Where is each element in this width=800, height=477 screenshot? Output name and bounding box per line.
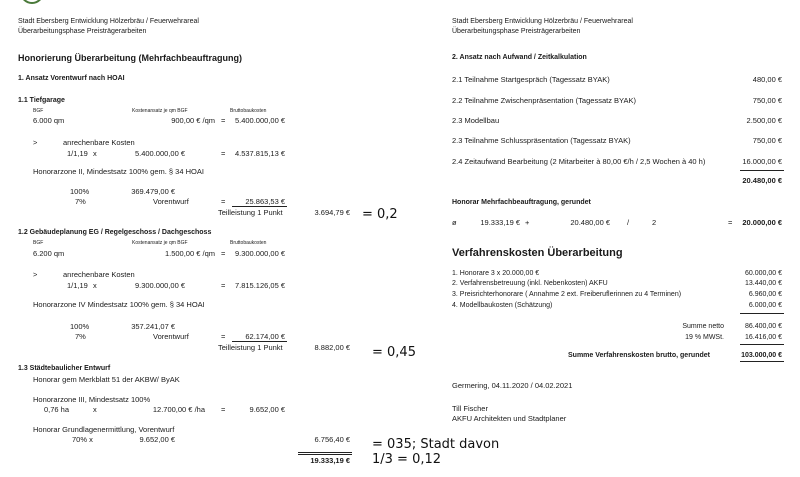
s12-col-bgf: BGF: [33, 240, 44, 246]
mehrfach-n: 2: [652, 218, 657, 227]
left-header-line2: Überarbeitungsphase Preisträgerarbeiten: [18, 28, 147, 35]
signer-org: AKFU Architekten und Stadtplaner: [452, 414, 567, 423]
s2-item-3-label: 2.3 Modellbau: [452, 116, 500, 125]
s11-p7-label: Vorentwurf: [153, 197, 189, 206]
mehrfach-total: 20.000,00 €: [742, 218, 782, 227]
left-title: Honorierung Überarbeitung (Mehrfachbeauftragung): [18, 53, 243, 63]
mehrfach-title: Honorar Mehrfachbeauftragung, gerundet: [452, 199, 591, 206]
netto-val: 86.400,00 €: [745, 323, 782, 330]
s12-total: 9.300.000,00 €: [234, 249, 285, 258]
s12-teil-val: 8.882,00 €: [314, 343, 350, 352]
s11-eq3: =: [221, 197, 226, 206]
s11-col-brutto: Bruttobaukosten: [230, 108, 267, 114]
brutto-rule: [740, 344, 784, 345]
s11-col-ansatz: Kostenansatz je qm BGF: [132, 108, 188, 114]
s12-p100: 100%: [70, 322, 90, 331]
s12-col-brutto: Bruttobaukosten: [230, 240, 267, 246]
s11-x: x: [93, 149, 97, 158]
s13-val: 9.652,00 €: [249, 405, 285, 414]
s11-p100-val: 369.479,00 €: [131, 187, 175, 196]
s11-col-bgf: BGF: [33, 108, 44, 114]
s13-handnote2: 1/3 = 0,12: [372, 452, 442, 467]
section1-heading: 1. Ansatz Vorentwurf nach HOAI: [18, 75, 125, 82]
s12-qm: 6.200 qm: [33, 249, 65, 258]
logo-mark: [20, 0, 44, 4]
s2-item-1-value: 480,00 €: [752, 75, 782, 84]
s11-p7: 7%: [75, 197, 86, 206]
s12-p100-val: 357.241,07 €: [131, 322, 175, 331]
vk-title: Verfahrenskosten Überarbeitung: [452, 247, 623, 259]
s11-eq2: =: [221, 149, 226, 158]
mehrfach-plus: +: [525, 218, 530, 227]
place-date: Germering, 04.11.2020 / 04.02.2021: [452, 381, 573, 390]
s2-total: 20.480,00 €: [742, 176, 782, 185]
s13-rule-2: [298, 454, 352, 455]
s11-zone: Honorarzone II, Mindestsatz 100% gem. § 34 HOAI: [33, 167, 204, 176]
brutto-underline: [740, 361, 784, 362]
s12-p7-label: Vorentwurf: [153, 332, 189, 341]
s11-anr-label: anrechenbare Kosten: [63, 138, 135, 147]
s12-eq: =: [221, 249, 226, 258]
s13-p70-base: 9.652,00 €: [139, 435, 175, 444]
s11-p100: 100%: [70, 187, 90, 196]
s11-anr-prefix: >: [33, 138, 38, 147]
left-header-line1: Stadt Ebersberg Entwicklung Hölzerbräu / Feuerwehrareal: [18, 18, 199, 25]
vk-item-3-value: 6.960,00 €: [748, 291, 782, 298]
s13-zone: Honorarzone III, Mindestsatz 100%: [33, 395, 151, 404]
s12-col-ansatz: Kostenansatz je qm BGF: [132, 240, 188, 246]
s11-teil-val: 3.694,79 €: [314, 208, 350, 217]
mehrfach-sym: ø: [452, 218, 457, 227]
brutto-label: Summe Verfahrenskosten brutto, gerundet: [568, 352, 710, 359]
s13-eq: =: [221, 405, 226, 414]
mehrfach-eq: =: [728, 218, 733, 227]
s12-rule: [232, 341, 287, 342]
vk-item-2-value: 13.440,00 €: [745, 280, 782, 287]
mehrfach-b: 20.480,00 €: [570, 218, 610, 227]
s13-p70: 70% x: [72, 435, 93, 444]
s2-item-5-value: 16.000,00 €: [742, 157, 782, 166]
section2-heading: 2. Ansatz nach Aufwand / Zeitkalkulation: [452, 54, 587, 61]
right-header-line2: Überarbeitungsphase Preisträgerarbeiten: [452, 28, 581, 35]
s11-qm: 6.000 qm: [33, 116, 65, 125]
mwst-label: 19 % MWSt.: [685, 334, 724, 341]
signer-name: Till Fischer: [452, 404, 488, 413]
s2-rule: [740, 170, 784, 171]
s11-teil: Teilleistung 1 Punkt: [218, 208, 283, 217]
vk-item-1-label: 1. Honorare 3 x 20.000,00 €: [452, 270, 540, 277]
mwst-val: 16.416,00 €: [745, 334, 782, 341]
brutto-val: 103.000,00 €: [741, 352, 782, 359]
s11-anr-value: 4.537.815,13 €: [234, 149, 285, 158]
s13-rate: 12.700,00 € /ha: [152, 405, 205, 414]
s13-ha: 0,76 ha: [44, 405, 70, 414]
s11-p7-val: 25.863,53 €: [245, 197, 285, 206]
s11-frac: 1/1,19: [67, 149, 88, 158]
s12-base: 9.300.000,00 €: [134, 281, 185, 290]
s11-eq: =: [221, 116, 226, 125]
s11-handnote: = 0,2: [362, 207, 398, 222]
s12-p7-val: 62.174,00 €: [245, 332, 285, 341]
vk-item-2-label: 2. Verfahrensbetreuung (inkl. Nebenkosten) AKFU: [452, 280, 608, 287]
s13-merk: Honorar gem Merkblatt 51 der AKBW/ ByAK: [33, 375, 180, 384]
s11-rate: 900,00 € /qm: [171, 116, 215, 125]
s12-x: x: [93, 281, 97, 290]
s12-frac: 1/1,19: [67, 281, 88, 290]
s12-teil: Teilleistung 1 Punkt: [218, 343, 283, 352]
s12-anr-prefix: >: [33, 270, 38, 279]
s11-title: 1.1 Tiefgarage: [18, 97, 65, 104]
vk-item-4-value: 6.000,00 €: [748, 302, 782, 309]
s12-handnote: = 0,45: [372, 345, 416, 360]
vk-item-3-label: 3. Preisrichterhonorare ( Annahme 2 ext. Freiberuflerinnen zu 4 Terminen): [452, 291, 682, 298]
s12-title: 1.2 Gebäudeplanung EG / Regelgeschoss / Dachgeschoss: [18, 229, 212, 236]
s12-zone: Honorarzone IV Mindestsatz 100% gem. § 34 HOAI: [33, 300, 205, 309]
vk-rule: [740, 313, 784, 314]
netto-label: Summe netto: [682, 323, 724, 330]
right-header-line1: Stadt Ebersberg Entwicklung Hölzerbräu / Feuerwehrareal: [452, 18, 633, 25]
s12-rate: 1.500,00 € /qm: [164, 249, 215, 258]
s12-eq3: =: [221, 332, 226, 341]
s13-x: x: [93, 405, 97, 414]
s2-item-2-label: 2.2 Teilnahme Zwischenpräsentation (Tagessatz BYAK): [452, 96, 636, 105]
s13-handnote1: = 035; Stadt davon: [372, 437, 500, 452]
s11-base: 5.400.000,00 €: [134, 149, 185, 158]
s12-p7: 7%: [75, 332, 86, 341]
s13-p70-val: 6.756,40 €: [314, 435, 350, 444]
s2-item-4-value: 750,00 €: [752, 136, 782, 145]
s2-item-3-value: 2.500,00 €: [746, 116, 782, 125]
mehrfach-a: 19.333,19 €: [480, 218, 520, 227]
s13-grund: Honorar Grundlagenermittlung, Vorentwurf: [33, 425, 175, 434]
s12-anr-label: anrechenbare Kosten: [63, 270, 135, 279]
s2-item-2-value: 750,00 €: [752, 96, 782, 105]
s12-eq2: =: [221, 281, 226, 290]
s11-rule: [232, 206, 287, 207]
s12-anr-value: 7.815.126,05 €: [234, 281, 285, 290]
vk-item-4-label: 4. Modellbaukosten (Schätzung): [452, 302, 553, 309]
s11-total: 5.400.000,00 €: [234, 116, 285, 125]
s2-item-5-label: 2.4 Zeitaufwand Bearbeitung (2 Mitarbeiter à 80,00 €/h / 2,5 Wochen à 40 h): [452, 157, 706, 166]
s13-sum: 19.333,19 €: [310, 456, 350, 465]
mehrfach-div: /: [627, 218, 630, 227]
s2-item-1-label: 2.1 Teilnahme Startgespräch (Tagessatz BYAK): [452, 75, 610, 84]
s2-item-4-label: 2.3 Teilnahme Schlusspräsentation (Tagessatz BYAK): [452, 136, 631, 145]
vk-item-1-value: 60.000,00 €: [745, 270, 782, 277]
s13-title: 1.3 Städtebaulicher Entwurf: [18, 365, 111, 372]
s13-rule-1: [298, 452, 352, 453]
